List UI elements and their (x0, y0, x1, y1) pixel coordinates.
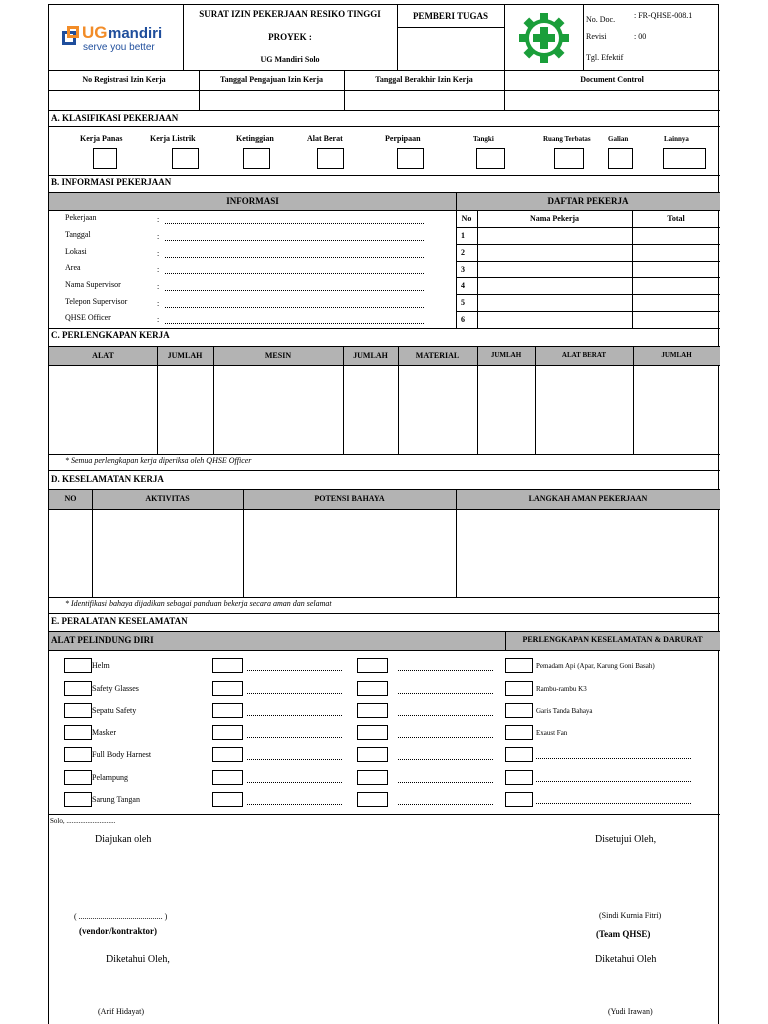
equip-header-alat: ALAT (92, 351, 114, 360)
apd-checkbox[interactable] (64, 703, 92, 718)
info-field-label: Tanggal (65, 230, 91, 239)
apd-extra-checkbox[interactable] (212, 658, 243, 673)
safety-header-aktivitas: AKTIVITAS (145, 494, 190, 503)
info-field-input[interactable] (165, 223, 424, 224)
table-row[interactable] (456, 244, 720, 261)
tgl-berakhir-header: Tanggal Berakhir Izin Kerja (375, 75, 473, 84)
signer-name-1: (Arif Hidayat) (98, 1007, 144, 1016)
equipment-note: * Semua perlengkapan kerja diperiksa oleh QHSE Officer (65, 456, 252, 465)
info-field-colon: : (157, 249, 160, 258)
diajukan-label: Diajukan oleh (95, 834, 152, 845)
apd-extra-input[interactable] (247, 693, 342, 694)
darurat-input[interactable] (536, 758, 691, 759)
info-field-colon: : (157, 232, 160, 241)
table-row[interactable] (456, 277, 720, 294)
apd-extra-checkbox[interactable] (357, 703, 388, 718)
apd-label: Pelampung (92, 773, 128, 782)
equip-header-jumlah-2: JUMLAH (353, 351, 388, 360)
worker-row-no: 1 (461, 231, 465, 240)
pemberi-tugas-label: PEMBERI TUGAS (412, 11, 489, 21)
darurat-checkbox[interactable] (505, 703, 533, 718)
apd-extra-input[interactable] (247, 737, 342, 738)
apd-extra-checkbox[interactable] (357, 770, 388, 785)
info-field-label: Nama Supervisor (65, 280, 121, 289)
darurat-checkbox[interactable] (505, 681, 533, 696)
worker-row-no: 5 (461, 298, 465, 308)
darurat-label: Rambu-rambu K3 (536, 685, 587, 693)
safety-header-potensi: POTENSI BAHAYA (314, 494, 385, 503)
reg-no-header: No Registrasi Izin Kerja (82, 75, 166, 84)
revisi-value: : 00 (634, 32, 647, 41)
darurat-label: Exaust Fan (536, 729, 568, 737)
darurat-label: Pemadam Api (Apar, Karung Goni Basah) (536, 662, 655, 670)
class-label-perpipaan: Perpipaan (385, 134, 421, 143)
logo-square-accent-icon (67, 26, 79, 38)
darurat-input[interactable] (536, 803, 691, 804)
darurat-checkbox[interactable] (505, 792, 533, 807)
worker-name-header: Nama Pekerja (529, 214, 580, 223)
equip-header-alat-berat: ALAT BERAT (561, 351, 607, 359)
worker-no-header: No (461, 214, 472, 223)
doc-no-label: No. Doc. (586, 15, 616, 24)
section-b-title: B. INFORMASI PEKERJAAN (51, 177, 172, 187)
signer-name-2: (Yudi Irawan) (608, 1007, 653, 1016)
apd-extra-checkbox[interactable] (357, 725, 388, 740)
apd-extra-input[interactable] (247, 670, 342, 671)
equip-header-mesin: MESIN (264, 351, 292, 360)
info-field-colon: : (157, 299, 160, 308)
info-field-input[interactable] (165, 240, 424, 241)
vendor-name-blank: ( .......................................... ) (74, 912, 168, 921)
informasi-header: INFORMASI (226, 196, 279, 206)
info-field-label: QHSE Officer (65, 313, 111, 322)
equip-header-jumlah-1: JUMLAH (167, 351, 203, 360)
doc-no-value: : FR-QHSE-008.1 (634, 11, 693, 20)
info-field-label: Lokasi (65, 247, 87, 256)
darurat-label: Garis Tanda Bahaya (536, 707, 593, 715)
proyek-label: PROYEK : (268, 32, 312, 42)
class-label-tangki: Tangki (473, 135, 494, 143)
apd-extra-input[interactable] (247, 759, 342, 760)
equip-header-jumlah-3: JUMLAH (490, 351, 522, 359)
apd-extra-checkbox[interactable] (357, 658, 388, 673)
company-logo (59, 25, 171, 55)
tgl-pengajuan-header: Tanggal Pengajuan Izin Kerja (219, 75, 324, 84)
class-checkbox-ketinggian[interactable] (243, 148, 270, 169)
class-label-ketinggian: Ketinggian (236, 134, 274, 143)
apd-extra-input[interactable] (247, 782, 342, 783)
apd-extra-input[interactable] (398, 737, 493, 738)
table-row[interactable] (456, 227, 720, 244)
class-checkbox-kerja-panas[interactable] (93, 148, 117, 169)
logo-tagline: serve you better (83, 42, 155, 53)
class-checkbox-tangki[interactable] (476, 148, 505, 169)
apd-extra-checkbox[interactable] (212, 792, 243, 807)
document-control-header: Document Control (580, 75, 644, 84)
darurat-checkbox[interactable] (505, 658, 533, 673)
qhse-name: (Sindi Kurnia Fitri) (599, 911, 662, 920)
info-field-input[interactable] (165, 273, 424, 274)
apd-extra-checkbox[interactable] (357, 681, 388, 696)
class-label-ruang-terbatas: Ruang Terbatas (543, 135, 591, 143)
darurat-header: PERLENGKAPAN KESELAMATAN & DARURAT (522, 635, 703, 644)
darurat-input[interactable] (536, 781, 691, 782)
equip-header-jumlah-4: JUMLAH (661, 351, 692, 359)
class-checkbox-kerja-listrik[interactable] (172, 148, 199, 169)
qhse-role: (Team QHSE) (596, 929, 651, 939)
sign-place-date: Solo, ............................ (50, 817, 116, 825)
class-label-lainnya: Lainnya (664, 135, 689, 143)
worker-row-no: 3 (461, 264, 465, 274)
apd-checkbox[interactable] (64, 792, 92, 807)
section-e-title: E. PERALATAN KESELAMATAN (51, 616, 188, 626)
info-field-colon: : (157, 282, 160, 291)
apd-label: Safety Glasses (92, 684, 139, 693)
class-label-kerja-listrik: Kerja Listrik (150, 134, 196, 143)
worker-row-no: 6 (461, 315, 465, 324)
safety-header-no: NO (64, 494, 77, 503)
diketahui-label-2: Diketahui Oleh (595, 954, 657, 965)
apd-label: Full Body Harnest (92, 750, 152, 759)
logo-ug: UG (82, 23, 108, 42)
darurat-checkbox[interactable] (505, 747, 533, 762)
info-field-input[interactable] (165, 323, 424, 324)
apd-label: Masker (92, 728, 116, 737)
apd-header: ALAT PELINDUNG DIRI (51, 635, 154, 645)
equip-header-material: MATERIAL (415, 351, 460, 360)
info-field-input[interactable] (165, 257, 424, 258)
revisi-label: Revisi (586, 32, 607, 41)
apd-label: Helm (92, 661, 110, 670)
apd-extra-checkbox[interactable] (212, 703, 243, 718)
apd-extra-input[interactable] (398, 759, 493, 760)
apd-extra-input[interactable] (398, 715, 493, 716)
worker-row-no: 2 (461, 247, 465, 257)
daftar-pekerja-header: DAFTAR PEKERJA (547, 196, 629, 206)
info-field-input[interactable] (165, 290, 424, 291)
info-field-colon: : (157, 265, 160, 274)
darurat-checkbox[interactable] (505, 725, 533, 740)
apd-extra-input[interactable] (398, 693, 493, 694)
apd-checkbox[interactable] (64, 725, 92, 740)
info-field-label: Pekerjaan (65, 213, 97, 222)
class-checkbox-galian[interactable] (608, 148, 633, 169)
apd-extra-input[interactable] (398, 804, 493, 805)
location-label: UG Mandiri Solo (260, 55, 320, 64)
table-row[interactable] (456, 294, 720, 311)
section-c-title: C. PERLENGKAPAN KERJA (51, 330, 170, 340)
class-checkbox-perpipaan[interactable] (397, 148, 424, 169)
section-a-title: A. KLASIFIKASI PEKERJAAN (51, 113, 179, 123)
table-row[interactable] (456, 311, 720, 328)
k3-gear-cross-icon (509, 11, 579, 65)
class-checkbox-alat-berat[interactable] (317, 148, 344, 169)
class-label-alat-berat: Alat Berat (307, 134, 343, 143)
info-field-label: Area (65, 263, 81, 272)
info-field-label: Telepon Supervisor (65, 297, 128, 306)
apd-checkbox[interactable] (64, 770, 92, 785)
apd-extra-input[interactable] (398, 670, 493, 671)
apd-extra-checkbox[interactable] (357, 747, 388, 762)
apd-extra-input[interactable] (247, 804, 342, 805)
tgl-efektif-label: Tgl. Efektif (586, 53, 624, 62)
disetujui-label: Disetujui Oleh, (595, 834, 657, 845)
apd-label: Sepatu Safety (92, 706, 137, 715)
worker-row-no: 4 (461, 281, 465, 291)
class-label-kerja-panas: Kerja Panas (80, 134, 123, 143)
apd-extra-input[interactable] (247, 715, 342, 716)
class-checkbox-ruang-terbatas[interactable] (554, 148, 584, 169)
apd-checkbox[interactable] (64, 681, 92, 696)
worker-total-header: Total (667, 214, 685, 223)
section-d-title: D. KESELAMATAN KERJA (51, 474, 164, 484)
apd-extra-checkbox[interactable] (212, 747, 243, 762)
safety-note: * Identifikasi bahaya dijadikan sebagai panduan bekerja secara aman dan selamat (65, 599, 332, 608)
permit-form (48, 4, 719, 1024)
apd-extra-checkbox[interactable] (212, 770, 243, 785)
form-title: SURAT IZIN PEKERJAAN RESIKO TINGGI (199, 9, 381, 19)
info-field-colon: : (157, 215, 160, 224)
class-checkbox-lainnya[interactable] (663, 148, 706, 169)
apd-label: Sarung Tangan (92, 795, 140, 804)
apd-checkbox[interactable] (64, 747, 92, 762)
info-field-input[interactable] (165, 307, 424, 308)
apd-extra-checkbox[interactable] (357, 792, 388, 807)
apd-extra-input[interactable] (398, 782, 493, 783)
class-label-galian: Galian (608, 135, 629, 143)
vendor-role: (vendor/kontraktor) (79, 926, 157, 936)
logo-mandiri: mandiri (108, 25, 163, 42)
info-field-colon: : (157, 315, 160, 324)
diketahui-label-1: Diketahui Oleh, (106, 954, 170, 965)
table-row[interactable] (456, 261, 720, 278)
darurat-checkbox[interactable] (505, 770, 533, 785)
apd-extra-checkbox[interactable] (212, 681, 243, 696)
safety-header-langkah: LANGKAH AMAN PEKERJAAN (528, 494, 648, 503)
apd-extra-checkbox[interactable] (212, 725, 243, 740)
apd-checkbox[interactable] (64, 658, 92, 673)
